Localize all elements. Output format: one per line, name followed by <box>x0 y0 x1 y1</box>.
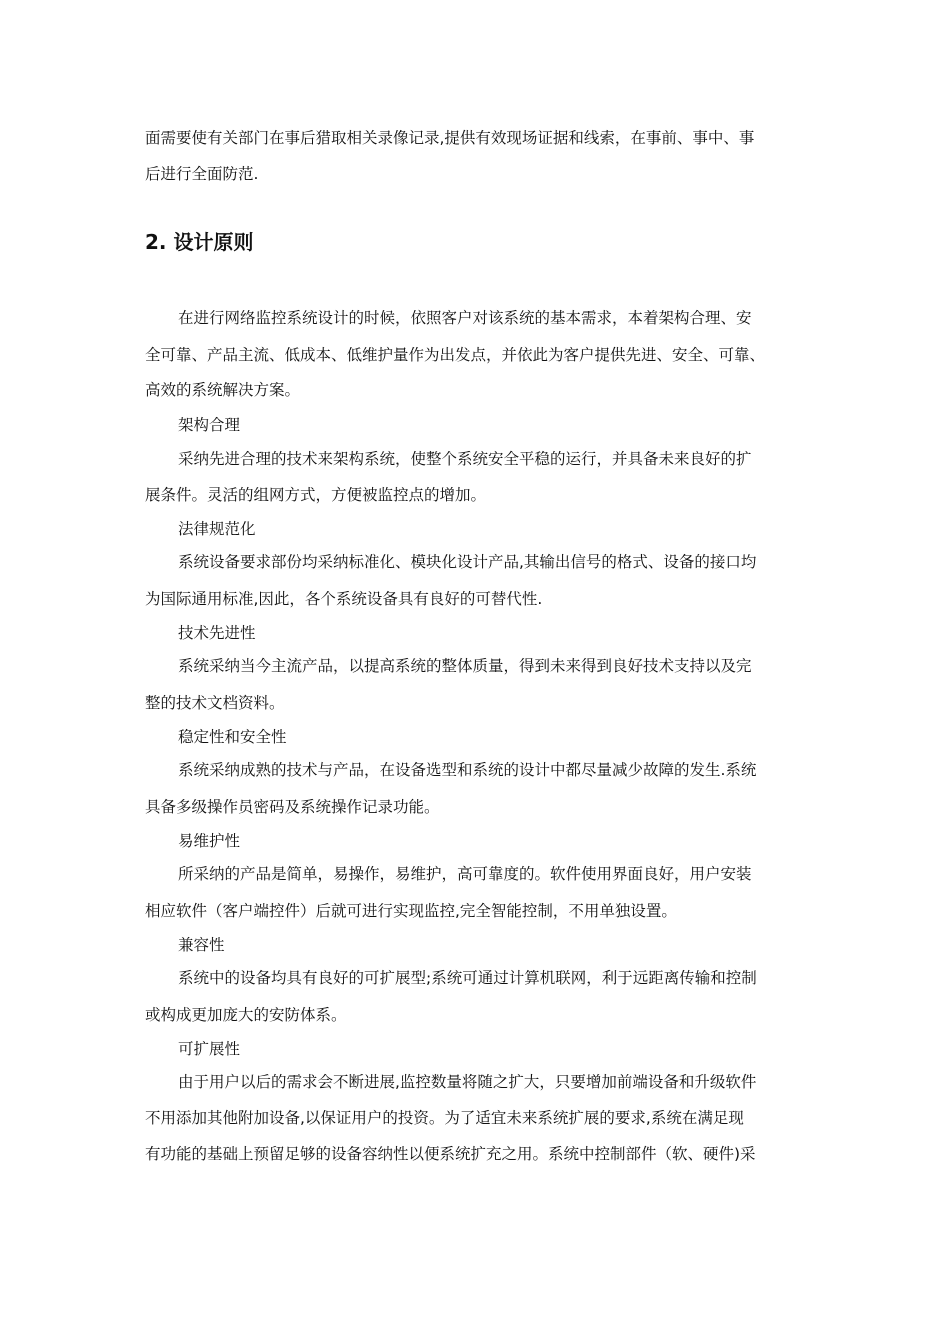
subheading-stability-security: 稳定性和安全性 <box>178 728 287 746</box>
paragraph-line: 采纳先进合理的技术来架构系统，使整个系统安全平稳的运行，并具备未来良好的扩 <box>178 450 752 468</box>
subheading-scalability: 可扩展性 <box>178 1040 241 1058</box>
paragraph-line: 所采纳的产品是简单，易操作，易维护，高可靠度的。软件使用界面良好，用户安装 <box>178 865 752 883</box>
paragraph-line: 不用添加其他附加设备,以保证用户的投资。为了适宜未来系统扩展的要求,系统在满足现 <box>145 1109 744 1127</box>
subheading-maintainability: 易维护性 <box>178 832 241 850</box>
paragraph-line: 整的技术文档资料。 <box>145 694 285 712</box>
subheading-standardization: 法律规范化 <box>178 520 256 538</box>
paragraph-line: 或构成更加庞大的安防体系。 <box>145 1006 347 1024</box>
intro-line-1: 面需要使有关部门在事后猎取相关录像记录,提供有效现场证据和线索，在事前、事中、事 <box>145 129 755 147</box>
paragraph-line: 系统中的设备均具有良好的可扩展型;系统可通过计算机联网，利于远距离传输和控制 <box>178 969 757 987</box>
paragraph-line: 在进行网络监控系统设计的时候，依照客户对该系统的基本需求，本着架构合理、安 <box>178 309 752 327</box>
subheading-advanced-technology: 技术先进性 <box>178 624 256 642</box>
paragraph-line: 全可靠、产品主流、低成本、低维护量作为出发点，并依此为客户提供先进、安全、可靠、 <box>145 346 766 364</box>
paragraph-line: 具备多级操作员密码及系统操作记录功能。 <box>145 798 440 816</box>
subheading-compatibility: 兼容性 <box>178 936 225 954</box>
paragraph-line: 有功能的基础上预留足够的设备容纳性以便系统扩充之用。系统中控制部件（软、硬件)采 <box>145 1145 756 1163</box>
paragraph-line: 系统采纳当今主流产品，以提高系统的整体质量，得到未来得到良好技术支持以及完 <box>178 657 752 675</box>
intro-line-2: 后进行全面防范. <box>145 165 259 183</box>
paragraph-line: 为国际通用标准,因此，各个系统设备具有良好的可替代性. <box>145 590 543 608</box>
paragraph-line: 系统设备要求部份均采纳标准化、模块化设计产品,其输出信号的格式、设备的接口均 <box>178 553 757 571</box>
paragraph-line: 展条件。灵活的组网方式，方便被监控点的增加。 <box>145 486 487 504</box>
paragraph-line: 系统采纳成熟的技术与产品，在设备选型和系统的设计中都尽量减少故障的发生.系统 <box>178 761 757 779</box>
paragraph-line: 高效的系统解决方案。 <box>145 381 301 399</box>
subheading-architecture: 架构合理 <box>178 416 241 434</box>
paragraph-line: 由于用户以后的需求会不断进展,监控数量将随之扩大，只要增加前端设备和升级软件 <box>178 1073 757 1091</box>
paragraph-line: 相应软件（客户端控件）后就可进行实现监控,完全智能控制，不用单独设置。 <box>145 902 677 920</box>
section-heading: 2. 设计原则 <box>145 230 254 254</box>
